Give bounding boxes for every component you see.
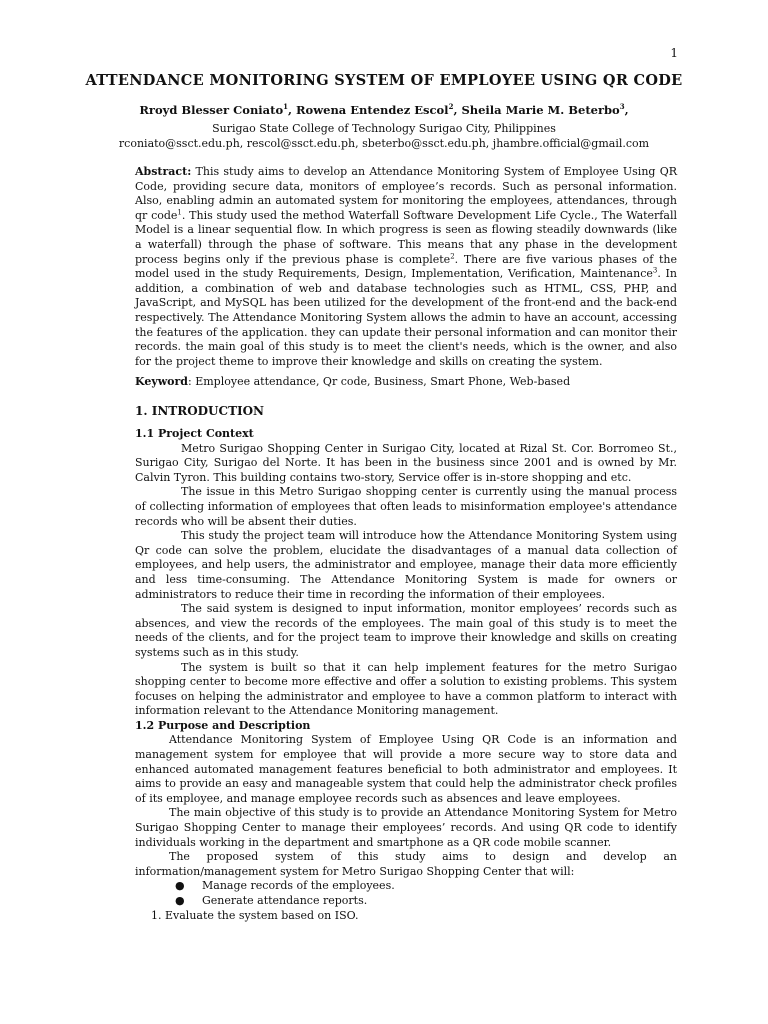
keyword-text: : Employee attendance, Qr code, Business, Smart Phone, Web-based <box>188 375 571 388</box>
list-item-text: Evaluate the system based on ISO. <box>165 908 359 922</box>
subsection-heading: 1.1 Project Context <box>135 427 254 440</box>
keyword-label: Keyword <box>135 375 189 388</box>
bullet-list <box>135 879 677 908</box>
abstract-text: . In addition, a combination of web and database technologies such as HTML, CSS, PHP, and JavaScript, and MySQL has been utilized for the development of the front-end and the back-end respectively. The Attendance Monitoring System allows the admin to have an account, accessing the features of the application. they can update their personal information and can monitor their records. the main goal of this study is to meet the client's needs, which is the owner, and also for the project theme to improve their knowledge and skills on creating the system. <box>135 267 677 368</box>
paragraph: This study the project team will introduce how the Attendance Monitoring System using Qr code can solve the problem, elucidate the disadvantages of a manual data collection of employees, and help users, the administrator and employee, manage their data more efficiently and less time-consuming. The Attendance Monitoring System is made for owners or administrators to reduce their time in recording the information of their employees. <box>135 529 677 601</box>
list-item <box>135 909 677 924</box>
citation-sup: 2 <box>450 251 455 260</box>
abstract-label: Abstract: <box>135 165 192 178</box>
abstract-text: . This study used the method Waterfall Software Development Life Cycle., The Waterfall Model is a linear sequential flow. In which progress is seen as flowing steadily downwards (like a waterfall) through the phase of software. This means that any phase in the development process begins only if the previous phase is complete <box>135 208 677 266</box>
citation-sup: 3 <box>652 266 658 275</box>
introduction-body <box>135 427 677 923</box>
bullet-icon: ● <box>175 879 185 893</box>
paper-title: ATTENDANCE MONITORING SYSTEM OF EMPLOYEE USING QR CODE <box>85 72 683 89</box>
author-emails: rconiato@ssct.edu.ph, rescol@ssct.edu.ph, sbeterbo@ssct.edu.ph, jhambre.official@gmail.com <box>118 137 650 150</box>
paragraph: The system is built so that it can help implement features for the metro Surigao shopping center to become more effective and offer a solution to existing problems. This system focuses on helping the administrator and employee to have a common platform to interact with information relevant to the Attendance Monitoring management. <box>135 660 677 718</box>
list-item-text: Manage records of the employees. <box>202 879 395 893</box>
author-name: Rroyd Blesser Coniato <box>139 103 284 117</box>
author-sup: 3 <box>619 102 625 112</box>
bullet-icon: ● <box>175 894 185 907</box>
abstract-text: This study aims to develop an Attendance Monitoring System of Employee Using QR Code, providing secure data, monitors of employee’s records. Such as personal information. Also, enabling admin an automated system for monitoring the employees, attendances, through qr code <box>135 165 677 222</box>
paragraph: The said system is designed to input information, monitor employees’ records such as absences, and view the records of the employees. The main goal of this study is to meet the needs of the clients, and for the project team to improve their knowledge and skills on creating systems such as in this study. <box>135 602 677 659</box>
author-sup: 2 <box>448 102 454 112</box>
author-sup: 1 <box>283 102 288 112</box>
subsection-heading: 1.2 Purpose and Description <box>135 718 311 732</box>
paragraph: The issue in this Metro Surigao shopping center is currently using the manual process of collecting information of employees that often leads to misinformation employee's attendance records who will be absent their duties. <box>135 485 677 528</box>
abstract-text: . There are five various phases of the model used in the study Requirements, Design, Implementation, Verification, Maintenance <box>135 252 677 281</box>
paragraph: The proposed system of this study aims to design and develop an information/management system for Metro Surigao Shopping Center that will: <box>135 850 677 878</box>
section-heading: 1. INTRODUCTION <box>135 404 265 418</box>
keywords <box>135 375 677 390</box>
author-name: Rowena Entendez Escol <box>296 103 449 117</box>
author-name: Sheila Marie M. Beterbo <box>461 103 620 117</box>
paragraph: Attendance Monitoring System of Employee Using QR Code is an information and management system for employee that will provide a more secure way to store data and enhanced automated management features beneficial to both administrator and employees. It aims to provide an easy and manageable system that could help the administrator check profiles of its employee, and manage employee records such as absences and leave employees. <box>135 733 677 805</box>
paragraph: The main objective of this study is to provide an Attendance Monitoring System for Metro Surigao Shopping Center to manage their employees’ records. And using QR code to identify individuals working in the department and smartphone as a QR code mobile scanner. <box>135 806 677 849</box>
abstract <box>135 165 677 369</box>
paragraph: Metro Surigao Shopping Center in Surigao City, located at Rizal St. Cor. Borromeo St., Surigao City, Surigao del Norte. It has been in the business since 2001 and is owned by Mr. Calvin Tyron. This building contains two-story, Service offer is in-store shopping and etc. <box>135 441 677 484</box>
list-item <box>135 879 677 894</box>
list-item <box>135 894 677 909</box>
citation-sup: 1 <box>177 208 182 217</box>
author-list: Rroyd Blesser Coniato$^1$, Rowena Entendez Escol$^2$, Sheila Marie M. Beterbo$^3$, <box>139 102 629 117</box>
list-item-text: Generate attendance reports. <box>202 894 368 907</box>
affiliation: Surigao State College of Technology Surigao City, Philippines <box>212 122 556 135</box>
list-number: 1. <box>151 908 162 922</box>
page-number: 1 <box>670 46 678 60</box>
numbered-list <box>135 909 677 924</box>
